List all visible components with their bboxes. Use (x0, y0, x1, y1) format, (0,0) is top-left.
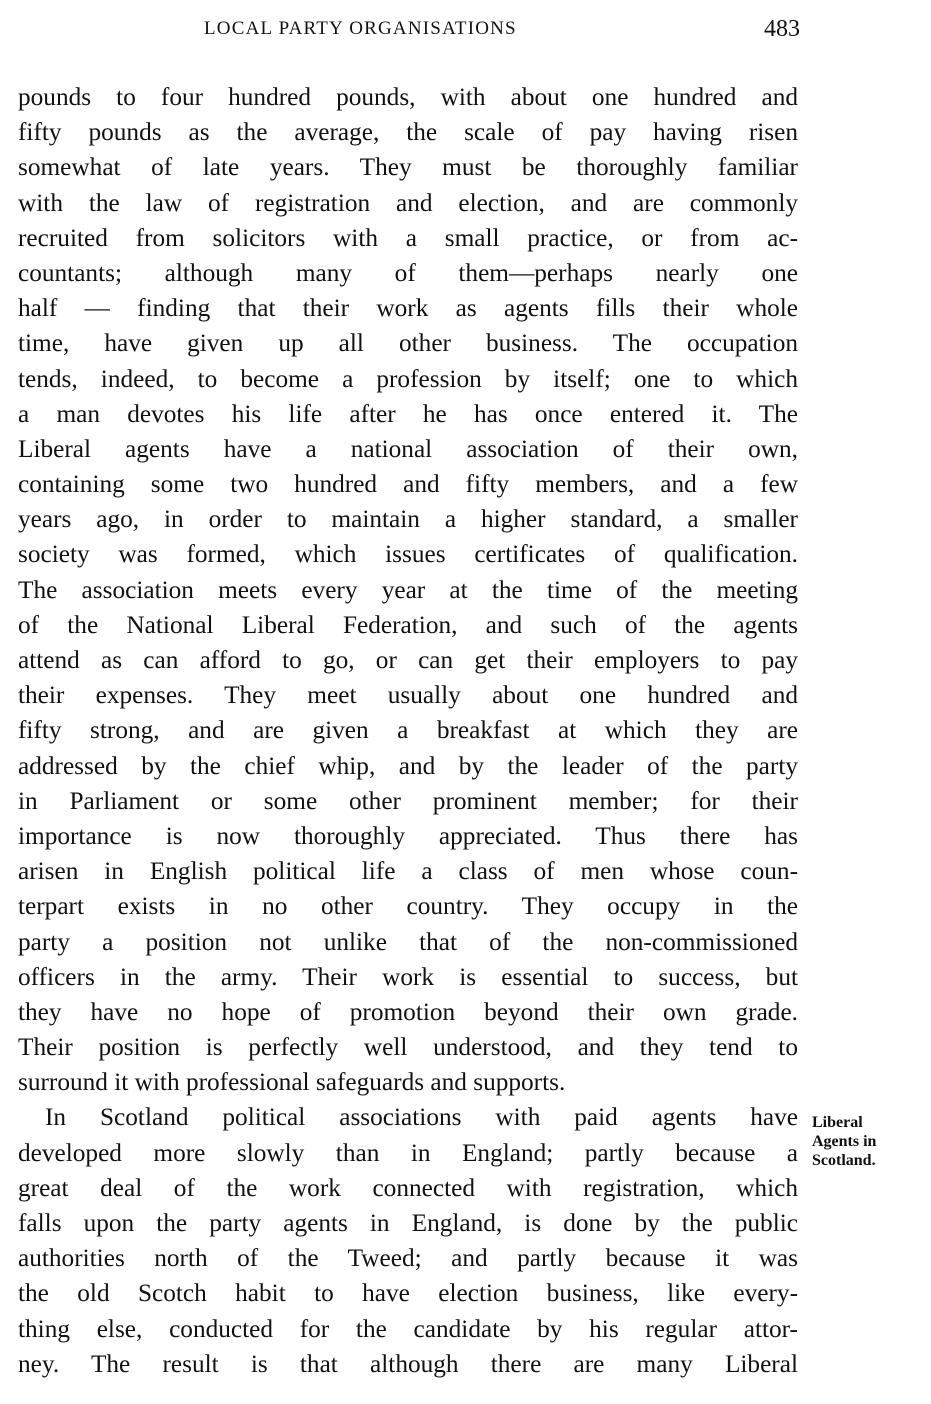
text-line: officers in the army. Their work is essential to success, but (18, 962, 798, 991)
text-line: attend as can afford to go, or can get their employers to pay (18, 646, 798, 674)
text-line: with the law of registration and election, and are commonly (18, 188, 798, 217)
text-line: The association meets every year at the time of the meeting (18, 575, 798, 604)
text-line: developed more slowly than in England; partly because a (18, 1138, 798, 1167)
page-number: 483 (764, 16, 800, 42)
text-line: thing else, conducted for the candidate by his regular attor- (18, 1314, 798, 1343)
text-line: falls upon the party agents in England, is done by the public (18, 1209, 798, 1237)
text-line: addressed by the chief whip, and by the leader of the party (18, 751, 798, 780)
text-line: society was formed, which issues certificates of qualification. (18, 540, 798, 569)
text-line: terpart exists in no other country. They occupy in the (18, 892, 798, 921)
paragraph-start-line: In Scotland political associations with paid agents have (45, 1103, 798, 1132)
text-line: their expenses. They meet usually about one hundred and (18, 681, 798, 710)
text-line: of the National Liberal Federation, and such of the agents (18, 610, 798, 639)
text-line: they have no hope of promotion beyond their own grade. (18, 997, 798, 1026)
text-line: great deal of the work connected with registration, which (18, 1173, 798, 1202)
body-text (18, 80, 798, 1382)
text-line: tends, indeed, to become a profession by itself; one to which (18, 364, 798, 393)
margin-note-line: Scotland. (812, 1152, 876, 1169)
text-line: arisen in English political life a class of men whose coun- (18, 857, 798, 886)
running-head (18, 16, 800, 46)
text-line: importance is now thoroughly appreciated. Thus there has (18, 821, 798, 850)
margin-note (812, 1113, 924, 1170)
text-line: fifty strong, and are given a breakfast at which they are (18, 716, 798, 745)
margin-note-line: Liberal (812, 1114, 863, 1131)
text-line: the old Scotch habit to have election business, like every- (18, 1279, 798, 1308)
text-line: containing some two hundred and fifty members, and a few (18, 470, 798, 499)
text-line: Their position is perfectly well understood, and they tend to (18, 1033, 798, 1062)
margin-note-line: Agents in (812, 1133, 877, 1150)
text-line: party a position not unlike that of the non-commissioned (18, 927, 798, 956)
text-line: ney. The result is that although there are many Liberal (18, 1349, 798, 1378)
text-line: somewhat of late years. They must be thoroughly familiar (18, 153, 798, 182)
text-line: recruited from solicitors with a small practice, or from ac- (18, 223, 798, 252)
text-line: pounds to four hundred pounds, with about one hundred and (18, 83, 798, 111)
text-line: in Parliament or some other prominent member; for their (18, 786, 798, 815)
text-line: authorities north of the Tweed; and partly because it was (18, 1244, 798, 1273)
text-line: fifty pounds as the average, the scale of pay having risen (18, 118, 798, 147)
text-line: half — finding that their work as agents fills their whole (18, 294, 798, 323)
running-title: LOCAL PARTY ORGANISATIONS (204, 18, 517, 39)
text-line: time, have given up all other business. The occupation (18, 329, 798, 358)
text-line: Liberal agents have a national association of their own, (18, 434, 798, 463)
paragraph-end-line: surround it with professional safeguards and supports. (18, 1068, 566, 1097)
text-line: countants; although many of them—perhaps nearly one (18, 258, 798, 287)
text-line: a man devotes his life after he has once entered it. The (18, 399, 798, 428)
text-line: years ago, in order to maintain a higher standard, a smaller (18, 505, 798, 534)
